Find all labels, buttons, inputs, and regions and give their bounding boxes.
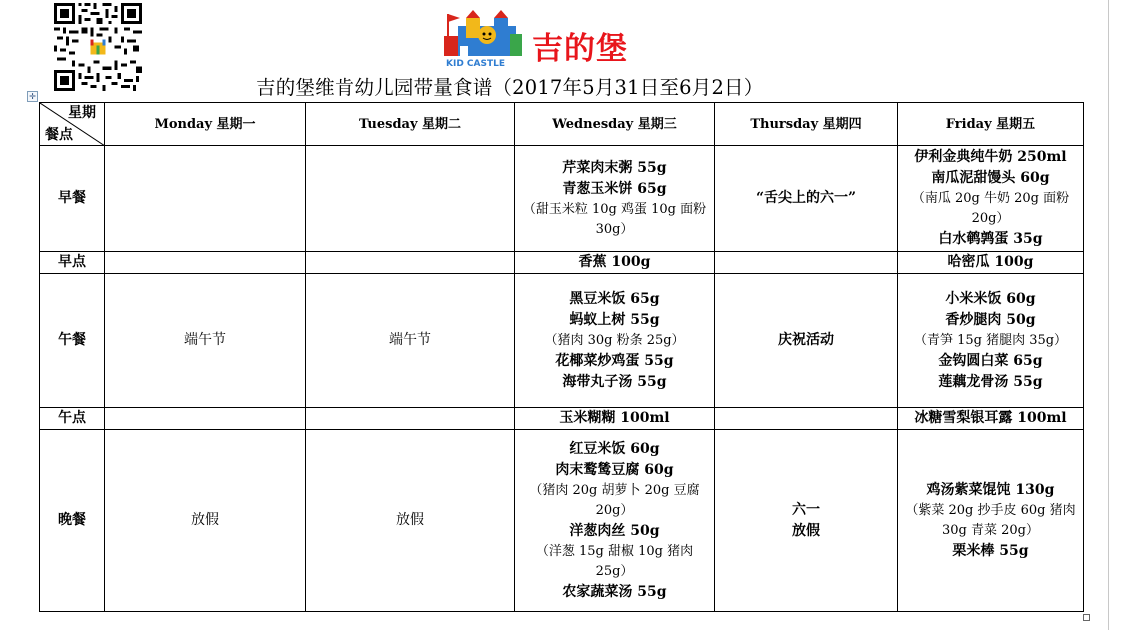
cell-dinner-wednesday xyxy=(515,430,715,612)
menu-item: 芹菜肉末粥 55g xyxy=(562,159,667,176)
menu-item: 肉末鹜鸶豆腐 60g xyxy=(555,461,674,478)
page-margin-line xyxy=(1108,0,1109,630)
ingredient-note: （青笋 15g 猪腿肉 35g） xyxy=(913,332,1068,348)
meal-label-morning-snack: 早点 xyxy=(40,252,105,274)
table-row-dinner xyxy=(40,430,1084,612)
menu-item: 农家蔬菜汤 55g xyxy=(562,583,667,600)
logo-title: 吉的堡 xyxy=(532,31,628,67)
table-header-row xyxy=(40,103,1084,146)
table-row-breakfast xyxy=(40,146,1084,252)
menu-item: 南瓜泥甜馒头 60g xyxy=(931,170,1050,186)
table-move-handle-icon[interactable]: ✛ xyxy=(27,91,38,102)
cell-afternoon-snack-thursday xyxy=(715,408,898,430)
table-row-morning-snack xyxy=(40,252,1084,274)
menu-item: 金钩圆白菜 65g xyxy=(938,352,1043,369)
cell-lunch-monday: 端午节 xyxy=(105,274,306,408)
ingredient-note: （洋葱 15g 甜椒 10g 猪肉 25g） xyxy=(535,543,694,579)
cell-lunch-wednesday xyxy=(515,274,715,408)
cell-breakfast-thursday: “舌尖上的六一” xyxy=(715,146,898,252)
corner-label-meal: 餐点 xyxy=(45,127,73,143)
corner-cell xyxy=(40,103,105,146)
menu-item: 栗米棒 55g xyxy=(952,542,1029,559)
day-header-wednesday: Wednesday 星期三 xyxy=(515,103,715,146)
cell-dinner-friday xyxy=(898,430,1084,612)
cell-dinner-monday: 放假 xyxy=(105,430,306,612)
menu-item: 青葱玉米饼 65g xyxy=(562,180,667,197)
cell-morning-snack-friday: 哈密瓜 100g xyxy=(898,252,1084,274)
menu-item: 放假 xyxy=(792,522,820,539)
cell-afternoon-snack-wednesday: 玉米糊糊 100ml xyxy=(515,408,715,430)
menu-item: 小米米饭 60g xyxy=(945,290,1036,307)
day-header-tuesday: Tuesday 星期二 xyxy=(306,103,515,146)
cell-afternoon-snack-friday: 冰糖雪梨银耳露 100ml xyxy=(898,408,1084,430)
menu-item: 红豆米饭 60g xyxy=(569,440,660,457)
menu-item: 伊利金典纯牛奶 250ml xyxy=(914,149,1067,165)
menu-item: 蚂蚁上树 55g xyxy=(569,311,660,328)
page-title: 吉的堡维肯幼儿园带量食谱（2017年5月31日至6月2日） xyxy=(256,76,764,99)
cell-afternoon-snack-tuesday xyxy=(306,408,515,430)
menu-item: 鸡汤紫菜馄饨 130g xyxy=(926,481,1055,498)
menu-item: 花椰菜炒鸡蛋 55g xyxy=(555,352,674,369)
cell-dinner-tuesday: 放假 xyxy=(306,430,515,612)
menu-item: 莲藕龙骨汤 55g xyxy=(938,373,1043,390)
meal-label-afternoon-snack: 午点 xyxy=(40,408,105,430)
meal-label-dinner: 晚餐 xyxy=(40,430,105,612)
cell-afternoon-snack-monday xyxy=(105,408,306,430)
cell-lunch-thursday: 庆祝活动 xyxy=(715,274,898,408)
cell-lunch-friday xyxy=(898,274,1084,408)
menu-item: 六一 xyxy=(792,501,820,518)
ingredient-note: （紫菜 20g 抄手皮 60g 猪肉 30g 青菜 20g） xyxy=(905,502,1076,538)
cell-morning-snack-tuesday xyxy=(306,252,515,274)
corner-label-weekday: 星期 xyxy=(68,105,96,121)
ingredient-note: （南瓜 20g 牛奶 20g 面粉 20g） xyxy=(911,191,1070,226)
cell-breakfast-monday xyxy=(105,146,306,252)
cell-lunch-tuesday: 端午节 xyxy=(306,274,515,408)
table-resize-handle[interactable] xyxy=(1083,614,1090,621)
day-header-monday: Monday 星期一 xyxy=(105,103,306,146)
ingredient-note: （猪肉 30g 粉条 25g） xyxy=(544,332,685,348)
menu-item: 白水鹌鹑蛋 35g xyxy=(938,231,1043,247)
cell-morning-snack-thursday xyxy=(715,252,898,274)
day-header-friday: Friday 星期五 xyxy=(898,103,1084,146)
cell-morning-snack-wednesday: 香蕉 100g xyxy=(515,252,715,274)
menu-table xyxy=(39,102,1084,612)
cell-breakfast-tuesday xyxy=(306,146,515,252)
menu-item: 海带丸子汤 55g xyxy=(562,373,667,390)
meal-label-breakfast: 早餐 xyxy=(40,146,105,252)
menu-item: 洋葱肉丝 50g xyxy=(569,522,660,539)
menu-item: 黑豆米饭 65g xyxy=(569,290,660,307)
cell-morning-snack-monday xyxy=(105,252,306,274)
logo-subtext: KID CASTLE xyxy=(446,59,506,68)
ingredient-note: （猪肉 20g 胡萝卜 20g 豆腐 20g） xyxy=(529,482,700,518)
table-row-lunch xyxy=(40,274,1084,408)
qr-code-image xyxy=(54,3,142,91)
cell-dinner-thursday xyxy=(715,430,898,612)
meal-label-lunch: 午餐 xyxy=(40,274,105,408)
day-header-thursday: Thursday 星期四 xyxy=(715,103,898,146)
table-row-afternoon-snack xyxy=(40,408,1084,430)
cell-breakfast-wednesday xyxy=(515,146,715,252)
menu-item: 香炒腿肉 50g xyxy=(945,311,1036,328)
cell-breakfast-friday xyxy=(898,146,1084,252)
ingredient-note: （甜玉米粒 10g 鸡蛋 10g 面粉 30g） xyxy=(522,201,707,237)
